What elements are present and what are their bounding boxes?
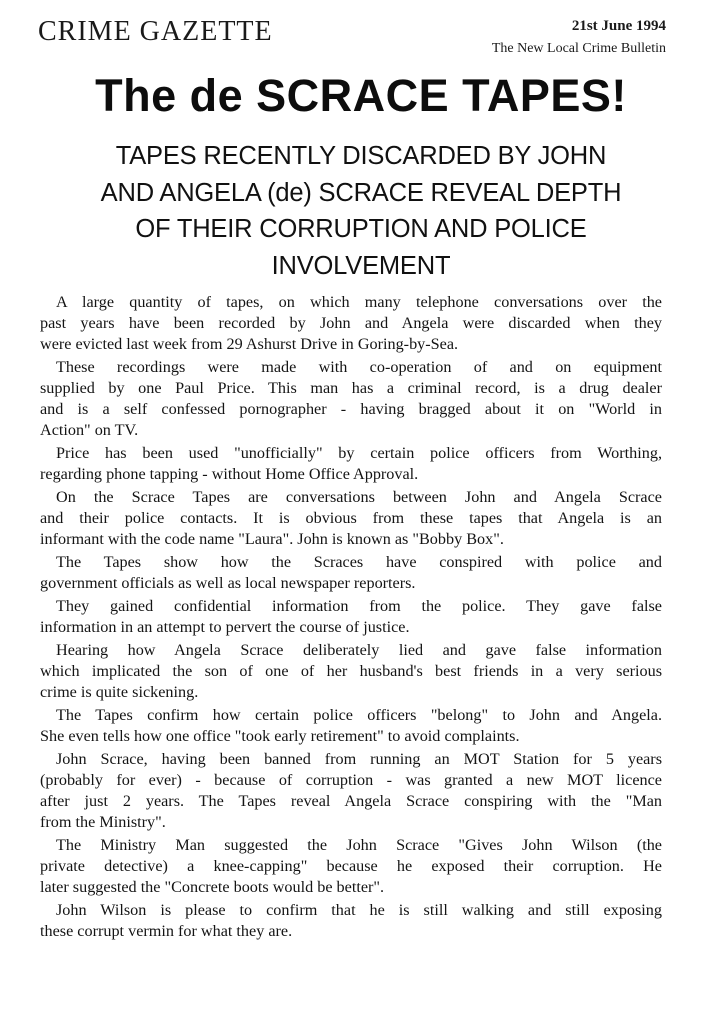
- article-line: informant with the code name "Laura". John is known as "Bobby Box".: [40, 530, 504, 548]
- subheading-line: AND ANGELA (de) SCRACE REVEAL DEPTH: [100, 178, 622, 207]
- article-line: On the Scrace Tapes are conversations between John and Angela Scrace: [56, 488, 662, 506]
- issue-date: 21st June 1994: [571, 18, 666, 34]
- article-body: [40, 292, 662, 944]
- article-line: Action" on TV.: [40, 421, 139, 439]
- article-paragraph: [40, 749, 662, 833]
- article-paragraph: [40, 443, 662, 485]
- subheading: [40, 138, 682, 284]
- article-line: later suggested the "Concrete boots would be better".: [40, 878, 385, 896]
- article-paragraph: [40, 552, 662, 594]
- article-line: crime is quite sickening.: [40, 683, 199, 701]
- subheading-line: INVOLVEMENT: [271, 251, 451, 280]
- article-line: from the Ministry".: [40, 813, 166, 831]
- article-line: past years have been recorded by John and Angela were discarded when they: [40, 314, 662, 332]
- article-line: government officials as well as local newspaper reporters.: [40, 574, 416, 592]
- subheading-line: OF THEIR CORRUPTION AND POLICE: [135, 215, 587, 243]
- article-paragraph: [40, 835, 662, 898]
- article-line: which implicated the son of one of her husband's best friends in a very serious: [40, 662, 662, 680]
- masthead-meta: [492, 16, 666, 59]
- article-line: They gained confidential information from the police. They gave false: [56, 597, 662, 615]
- article-paragraph: [40, 357, 662, 441]
- article-line: and their police contacts. It is obvious from these tapes that Angela is an: [40, 509, 662, 527]
- article-paragraph: [40, 596, 662, 638]
- article-paragraph: [40, 705, 662, 747]
- tagline: The New Local Crime Bulletin: [491, 41, 666, 56]
- article-line: were evicted last week from 29 Ashurst Drive in Goring-by-Sea.: [40, 335, 459, 353]
- article-line: The Tapes show how the Scraces have conspired with police and: [56, 553, 662, 571]
- article-paragraph: [40, 640, 662, 703]
- subheading-line: TAPES RECENTLY DISCARDED BY JOHN: [115, 142, 607, 170]
- article-line: these corrupt vermin for what they are.: [40, 922, 293, 940]
- article-line: The Tapes confirm how certain police officers "belong" to John and Angela.: [56, 706, 662, 724]
- article-line: information in an attempt to pervert the course of justice.: [40, 618, 410, 636]
- article-line: She even tells how one office "took early retirement" to avoid complaints.: [40, 727, 520, 745]
- article-line: Price has been used "unofficially" by certain police officers from Worthing,: [56, 444, 662, 462]
- article-line: John Wilson is please to confirm that he is still walking and still exposing: [56, 901, 662, 919]
- article-line: The Ministry Man suggested the John Scrace "Gives John Wilson (the: [56, 836, 662, 854]
- article-line: A large quantity of tapes, on which many telephone conversations over the: [56, 293, 662, 311]
- headline: The de SCRACE TAPES!: [95, 70, 627, 121]
- article-line: after just 2 years. The Tapes reveal Angela Scrace conspiring with the "Man: [40, 792, 662, 810]
- article-line: regarding phone tapping - without Home Office Approval.: [40, 465, 419, 483]
- article-line: Hearing how Angela Scrace deliberately lied and gave false information: [56, 641, 662, 659]
- article-paragraph: [40, 292, 662, 355]
- article-line: (probably for ever) - because of corruption - was granted a new MOT licence: [40, 771, 662, 789]
- article-paragraph: [40, 900, 662, 942]
- masthead-title: CRIME GAZETTE: [38, 16, 273, 47]
- article-line: John Scrace, having been banned from running an MOT Station for 5 years: [56, 750, 662, 768]
- article-line: and is a self confessed pornographer - having bragged about it on "World in: [40, 400, 662, 418]
- article-paragraph: [40, 487, 662, 550]
- article-line: supplied by one Paul Price. This man has a criminal record, is a drug dealer: [40, 379, 662, 397]
- article-line: These recordings were made with co-operation of and on equipment: [56, 358, 662, 376]
- article-line: private detective) a knee-capping" because he exposed their corruption. He: [40, 857, 662, 875]
